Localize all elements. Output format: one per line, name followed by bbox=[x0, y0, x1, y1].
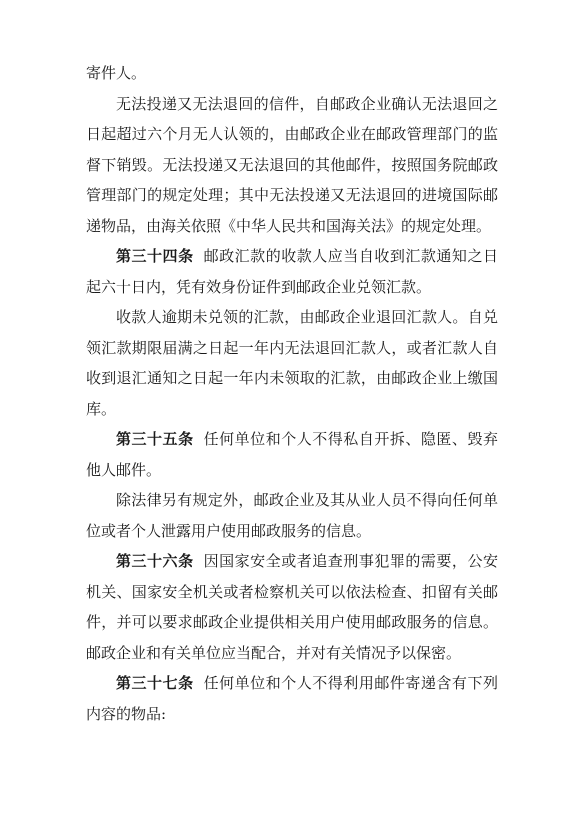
paragraph-text: 任何单位和个人不得利用邮件寄递含有下列内容的物品: bbox=[86, 674, 498, 723]
paragraph-undeliverable-mail bbox=[86, 89, 498, 242]
document-page bbox=[86, 58, 498, 729]
article-36 bbox=[86, 546, 498, 668]
paragraph-text: 任何单位和个人不得私自开拆、隐匿、毁弃他人邮件。 bbox=[86, 430, 498, 479]
paragraph-text: 因国家安全或者追查刑事犯罪的需要，公安机关、国家安全机关或者检察机关可以依法检查、扣留有关邮件，并可以要求邮政企业提供相关用户使用邮政服务的信息。邮政企业和有关单位应当配合，并对有关情况予以保密。 bbox=[86, 552, 498, 662]
article-number: 第三十四条 bbox=[116, 247, 194, 265]
article-37 bbox=[86, 668, 498, 729]
paragraph-text: 寄件人。 bbox=[86, 64, 147, 82]
article-34 bbox=[86, 241, 498, 302]
article-number: 第三十七条 bbox=[116, 674, 194, 692]
paragraph-unclaimed-remittance bbox=[86, 302, 498, 424]
paragraph-text: 收款人逾期未兑领的汇款，由邮政企业退回汇款人。自兑领汇款期限届满之日起一年内无法退回汇款人，或者汇款人自收到退汇通知之日起一年内未领取的汇款，由邮政企业上缴国库。 bbox=[86, 308, 498, 418]
paragraph-continuation bbox=[86, 58, 498, 89]
article-35 bbox=[86, 424, 498, 485]
paragraph-text: 邮政汇款的收款人应当自收到汇款通知之日起六十日内，凭有效身份证件到邮政企业兑领汇款。 bbox=[86, 247, 498, 296]
paragraph-text: 无法投递又无法退回的信件，自邮政企业确认无法退回之日起超过六个月无人认领的，由邮政企业在邮政管理部门的监督下销毁。无法投递又无法退回的其他邮件，按照国务院邮政管理部门的规定处理；其中无法投递又无法退回的进境国际邮递物品，由海关依照《中华人民共和国海关法》的规定处理。 bbox=[86, 94, 498, 235]
paragraph-user-privacy bbox=[86, 485, 498, 546]
paragraph-text: 除法律另有规定外，邮政企业及其从业人员不得向任何单位或者个人泄露用户使用邮政服务的信息。 bbox=[86, 491, 498, 540]
article-number: 第三十六条 bbox=[116, 552, 194, 570]
article-number: 第三十五条 bbox=[116, 430, 194, 448]
